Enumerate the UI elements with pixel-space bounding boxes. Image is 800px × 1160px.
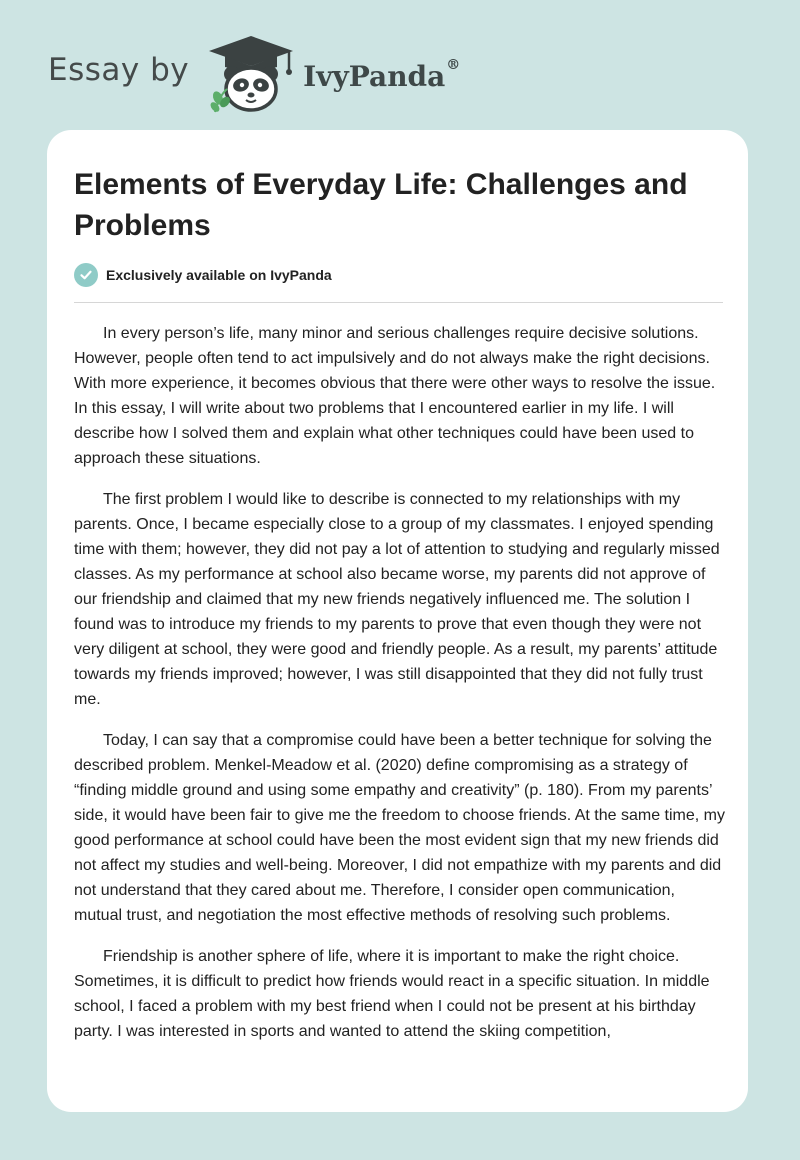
registered-mark: ® — [446, 56, 461, 73]
essay-by-label: Essay by — [48, 52, 190, 88]
essay-body — [74, 321, 726, 1060]
exclusive-label: Exclusively available on IvyPanda — [106, 267, 332, 283]
essay-card — [47, 130, 748, 1112]
essay-paragraph: In every person’s life, many minor and serious challenges require decisive solutions. However, people often tend to act impulsively and do not always make the right decisions. With more experience, it becomes obvious that there were other ways to resolve the issue. In this essay, I will write about two problems that I encountered earlier in my life. I will describe how I solved them and explain what other techniques could have been used to approach these situations. — [74, 325, 716, 467]
check-circle-icon — [74, 263, 98, 287]
brand-name: IvyPanda — [303, 59, 446, 93]
panda-graduate-icon[interactable] — [201, 34, 301, 114]
site-header — [48, 34, 460, 114]
exclusive-notice — [74, 263, 332, 287]
divider — [74, 302, 723, 303]
brand-wordmark[interactable] — [303, 56, 461, 93]
essay-paragraph: Friendship is another sphere of life, where it is important to make the right choice. Sometimes, it is difficult to predict how friends would react in a specific situation. In middle school, I faced a problem with my best friend when I could not be present at his birthday party. I was interested in sports and wanted to attend the skiing competition, — [74, 948, 710, 1040]
essay-paragraph: The first problem I would like to describe is connected to my relationships with my parents. Once, I became especially close to a group of my classmates. I enjoyed spending time with them; however, they did not pay a lot of attention to studying and regularly missed classes. As my performance at school also became worse, my parents did not approve of our friendship and claimed that my new friends negatively influenced me. The solution I found was to introduce my friends to my parents to prove that even though they were not very diligent at school, they were good and friendly people. As a result, my parents’ attitude towards my friends improved; however, I was still disappointed that they did not fully trust me. — [74, 491, 720, 708]
essay-title: Elements of Everyday Life: Challenges and Problems — [74, 168, 688, 242]
essay-paragraph: Today, I can say that a compromise could have been a better technique for solving the described problem. Menkel-Meadow et al. (2020) define compromising as a strategy of “finding middle ground and using some empathy and creativity” (p. 180). From my parents’ side, it would have been fair to give me the freedom to choose friends. At the same time, my good performance at school could have been the most evident sign that my new friends did not affect my studies and well-being. Moreover, I did not empathize with my parents and did not understand that they cared about me. Therefore, I consider open communication, mutual trust, and negotiation the most effective methods of resolving such problems. — [74, 732, 725, 924]
